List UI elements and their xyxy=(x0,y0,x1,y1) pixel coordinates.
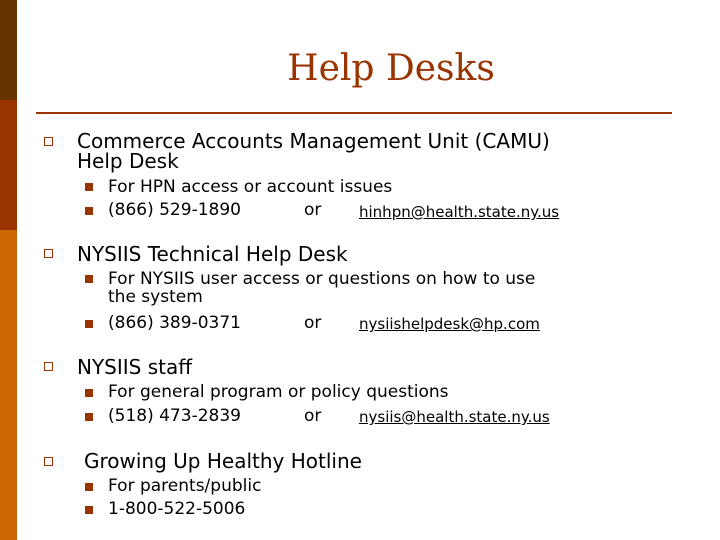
filled-square-bullet-icon xyxy=(85,320,93,328)
nysiis-staff-or: or xyxy=(304,406,322,426)
filled-square-bullet-icon xyxy=(85,483,93,491)
hollow-square-bullet-icon xyxy=(44,137,53,146)
nysiis-staff-email-link[interactable]: nysiis@health.state.ny.us xyxy=(359,408,550,426)
filled-square-bullet-icon xyxy=(85,389,93,397)
sidebar-band-mid xyxy=(0,100,17,230)
camu-access-text: For HPN access or account issues xyxy=(108,177,393,197)
hotline-phone: 1-800-522-5006 xyxy=(108,499,246,519)
filled-square-bullet-icon xyxy=(85,506,93,514)
filled-square-bullet-icon xyxy=(85,207,93,215)
nysiis-tech-or: or xyxy=(304,313,322,333)
filled-square-bullet-icon xyxy=(85,183,93,191)
hollow-square-bullet-icon xyxy=(44,362,53,371)
section-heading-camu-line-1: Commerce Accounts Management Unit (CAMU) xyxy=(77,129,550,153)
camu-phone: (866) 529-1890 xyxy=(108,200,241,220)
nysiis-tech-phone: (866) 389-0371 xyxy=(108,313,241,333)
hollow-square-bullet-icon xyxy=(44,249,53,258)
hollow-square-bullet-icon xyxy=(44,457,53,466)
camu-or: or xyxy=(304,200,322,220)
section-heading-hotline: Growing Up Healthy Hotline xyxy=(84,449,362,473)
filled-square-bullet-icon xyxy=(85,413,93,421)
sidebar-band-light xyxy=(0,230,17,540)
filled-square-bullet-icon xyxy=(85,275,93,283)
nysiis-tech-text-line-2: the system xyxy=(108,287,203,307)
nysiis-tech-email-link[interactable]: nysiishelpdesk@hp.com xyxy=(359,315,540,333)
page-title: Help Desks xyxy=(287,48,495,89)
camu-email-link[interactable]: hinhpn@health.state.ny.us xyxy=(359,203,560,221)
section-heading-nysiis-tech: NYSIIS Technical Help Desk xyxy=(77,242,348,266)
title-divider xyxy=(36,112,672,114)
section-heading-camu-line-2: Help Desk xyxy=(77,149,179,173)
section-heading-nysiis-staff: NYSIIS staff xyxy=(77,355,193,379)
hotline-audience-text: For parents/public xyxy=(108,476,262,496)
nysiis-tech-text-line-1: For NYSIIS user access or questions on how to use xyxy=(108,269,536,289)
nysiis-staff-text: For general program or policy questions xyxy=(108,382,449,402)
nysiis-staff-phone: (518) 473-2839 xyxy=(108,406,241,426)
